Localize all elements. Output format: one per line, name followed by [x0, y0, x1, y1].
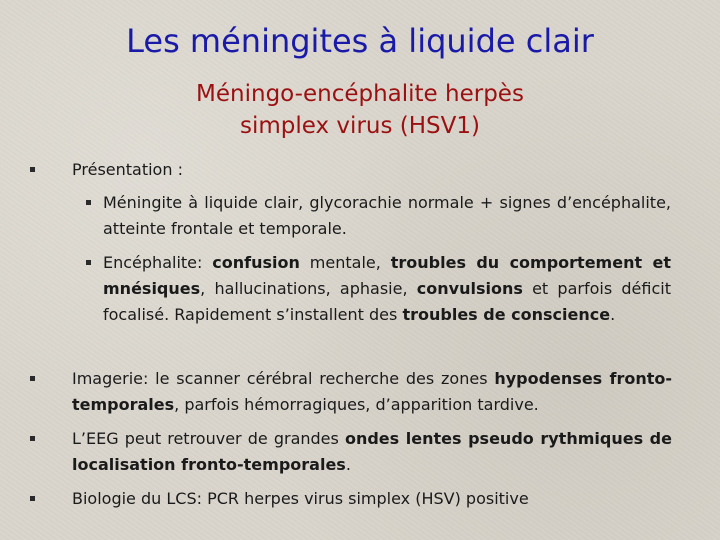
bullet-text: Biologie du LCS: PCR herpes virus simplex (HSV) positive: [72, 489, 529, 508]
bullet-marker: [30, 376, 35, 381]
text-run: et parfois déficit focalisé. Rapidement s’installent des: [103, 279, 671, 324]
bold-run: ondes lentes pseudo rythmiques de localisation fronto-temporales: [72, 429, 672, 474]
bullet-marker: [86, 200, 91, 205]
bullet-text: Présentation :: [72, 160, 183, 179]
text-run: L’EEG peut retrouver de grandes: [72, 429, 345, 448]
text-run: Encéphalite:: [103, 253, 213, 272]
bold-run: confusion: [212, 253, 300, 272]
sub-bullet-encephalite: [103, 250, 671, 328]
bold-run: convulsions: [416, 279, 523, 298]
text-run: mentale,: [299, 253, 391, 272]
text-run: Imagerie: le scanner cérébral recherche des zones: [72, 369, 495, 388]
slide-subtitle: [0, 78, 720, 142]
bullet-marker: [30, 436, 35, 441]
subtitle-line-2: simplex virus (HSV1): [240, 113, 480, 140]
text-run: .: [345, 455, 351, 474]
bullet-marker: [30, 496, 35, 501]
bold-run: troubles de conscience: [402, 305, 611, 324]
text-run: .: [610, 305, 616, 324]
bullet-marker: [86, 260, 91, 265]
slide-title: Les méningites à liquide clair: [126, 22, 594, 60]
bullet-biologie: [72, 486, 672, 512]
sub-bullet-meningite: [103, 190, 671, 242]
text-run: , hallucinations, aphasie,: [200, 279, 417, 298]
bold-run: troubles du comportement et mnésiques: [103, 253, 671, 298]
text-run: , parfois hémorragiques, d’apparition tardive.: [174, 395, 539, 414]
bold-run: hypodenses fronto-temporales: [72, 369, 672, 414]
bullet-marker: [30, 167, 35, 172]
bullet-imagerie: [72, 366, 672, 418]
bullet-text: Méningite à liquide clair, glycorachie normale + signes d’encéphalite, atteinte frontale et temporale.: [103, 193, 671, 238]
bullet-presentation: [72, 157, 672, 183]
bullet-eeg: [72, 426, 672, 478]
subtitle-line-1: Méningo-encéphalite herpès: [196, 81, 524, 107]
